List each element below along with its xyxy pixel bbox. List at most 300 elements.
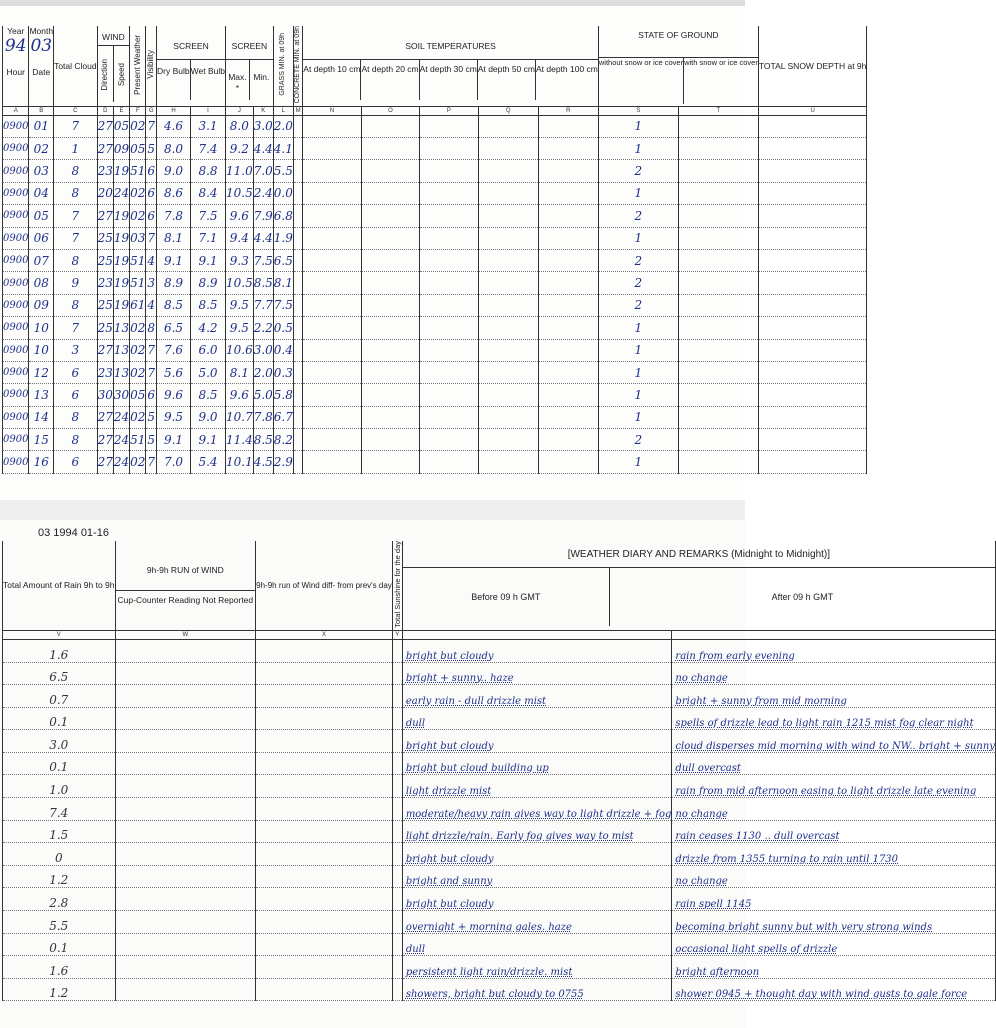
date-cell: 04 <box>29 182 54 204</box>
snow-depth-cell <box>758 294 867 316</box>
soil-10cm-cell <box>303 294 361 316</box>
soil-10cm-cell <box>303 182 361 204</box>
min-temp-cell: 2.4 <box>253 182 273 204</box>
table-row <box>3 978 996 1001</box>
min-temp-cell: 4.4 <box>253 227 273 249</box>
table-row <box>3 317 867 339</box>
wind-direction-cell: 27 <box>97 429 113 451</box>
wet-bulb-cell: 3.1 <box>191 115 226 137</box>
cup-counter-cell <box>115 820 256 843</box>
soil-100cm-header: At depth 100 cm <box>535 64 598 75</box>
cloud-cell: 3 <box>54 339 98 361</box>
snow-depth-cell <box>758 451 867 473</box>
soil-30cm-cell <box>420 272 478 294</box>
state-with-snow-cell <box>678 317 758 339</box>
remarks-before-cell: early rain - dull drizzle mist <box>402 685 672 708</box>
rain-amount-cell: 7.4 <box>3 798 116 821</box>
table-row <box>3 888 996 911</box>
diary-title: [WEATHER DIARY AND REMARKS (Midnight to Midnight)] <box>403 545 995 568</box>
wet-bulb-cell: 8.4 <box>191 182 226 204</box>
cup-counter-cell <box>115 662 256 685</box>
column-letter <box>402 630 672 639</box>
sunshine-cell <box>392 933 402 956</box>
run-diff-header: 9h-9h run of Wind diff- from prev's day <box>256 541 393 630</box>
wind-direction-cell: 27 <box>97 406 113 428</box>
state-without-snow-cell: 2 <box>598 249 678 271</box>
soil-30cm-cell <box>420 249 478 271</box>
soil-30cm-cell <box>420 429 478 451</box>
grass-min-header: GRASS MIN. at 09h <box>273 26 293 106</box>
present-weather-header: Present Weather <box>130 26 146 106</box>
cloud-cell: 8 <box>54 160 98 182</box>
cup-counter-cell <box>115 707 256 730</box>
table-row <box>3 339 867 361</box>
sunshine-header: Total Sunshine for the day <box>392 541 402 630</box>
state-without-snow-cell: 2 <box>598 160 678 182</box>
remarks-before-cell: overnight + morning gales. haze <box>402 911 672 934</box>
table-row <box>3 843 996 866</box>
soil-100cm-cell <box>538 249 598 271</box>
cup-counter-cell <box>115 933 256 956</box>
month-value: 03 <box>30 36 53 57</box>
soil-10cm-cell <box>303 205 361 227</box>
grass-min-cell: 0.5 <box>273 317 293 339</box>
sunshine-cell <box>392 685 402 708</box>
run-diff-cell <box>256 798 393 821</box>
min-temp-cell: 4.4 <box>253 138 273 160</box>
dry-bulb-cell: 6.5 <box>157 317 191 339</box>
table-row <box>3 205 867 227</box>
column-letter: G <box>146 106 157 115</box>
concrete-min-cell <box>293 227 302 249</box>
snow-depth-cell <box>758 406 867 428</box>
hour-cell: 0900 <box>3 429 29 451</box>
snow-depth-cell <box>758 227 867 249</box>
column-letter: L <box>273 106 293 115</box>
column-letter: U <box>758 106 867 115</box>
wind-direction-cell: 25 <box>97 249 113 271</box>
concrete-min-cell <box>293 182 302 204</box>
present-weather-cell: 02 <box>130 182 146 204</box>
snow-depth-cell <box>758 249 867 271</box>
column-letter: S <box>598 106 678 115</box>
rain-amount-cell: 0.1 <box>3 707 116 730</box>
month-header: Month 03 Date <box>29 26 54 106</box>
date-cell: 16 <box>29 451 54 473</box>
sunshine-cell <box>392 798 402 821</box>
remarks-after-cell: bright afternoon <box>672 956 996 979</box>
table-row <box>3 227 867 249</box>
snow-depth-cell <box>758 160 867 182</box>
cup-counter-cell <box>115 865 256 888</box>
visibility-cell: 5 <box>146 138 157 160</box>
max-temp-cell: 10.1 <box>225 451 253 473</box>
table-row <box>3 160 867 182</box>
snow-depth-cell <box>758 205 867 227</box>
snow-depth-cell <box>758 384 867 406</box>
state-with-snow-cell <box>678 249 758 271</box>
wet-bulb-cell: 7.5 <box>191 205 226 227</box>
soil-100cm-cell <box>538 294 598 316</box>
max-temp-cell: 10.5 <box>225 272 253 294</box>
wind-direction-cell: 25 <box>97 294 113 316</box>
sunshine-cell <box>392 730 402 753</box>
remarks-after-cell: occasional light spells of drizzle <box>672 933 996 956</box>
soil-10cm-cell <box>303 227 361 249</box>
sunshine-cell <box>392 775 402 798</box>
soil-30cm-header: At depth 30 cm <box>420 60 478 100</box>
remarks-after-cell: spells of drizzle lead to light rain 1215 mist fog clear night <box>672 707 996 730</box>
wind-direction-cell: 23 <box>97 272 113 294</box>
remarks-after-cell: rain from mid afternoon easing to light drizzle late evening <box>672 775 996 798</box>
dry-bulb-cell: 9.1 <box>157 249 191 271</box>
wind-direction-cell: 30 <box>97 384 113 406</box>
soil-50cm-cell <box>478 249 538 271</box>
sunshine-cell <box>392 978 402 1001</box>
table-row <box>3 662 996 685</box>
present-weather-cell: 02 <box>130 205 146 227</box>
soil-100cm-cell <box>538 384 598 406</box>
soil-10cm-cell <box>303 138 361 160</box>
cup-counter-cell <box>115 752 256 775</box>
concrete-min-cell <box>293 339 302 361</box>
present-weather-cell: 51 <box>130 429 146 451</box>
soil-50cm-cell <box>478 115 538 137</box>
table-row <box>3 798 996 821</box>
wind-speed-cell: 19 <box>113 294 129 316</box>
visibility-cell: 7 <box>146 115 157 137</box>
year-header: Year 94 Hour <box>3 26 29 106</box>
soil-30cm-cell <box>420 361 478 383</box>
soil-50cm-cell <box>478 227 538 249</box>
cup-counter-cell <box>115 843 256 866</box>
present-weather-cell: 02 <box>130 115 146 137</box>
min-temp-cell: 3.0 <box>253 339 273 361</box>
wind-direction-cell: 27 <box>97 205 113 227</box>
remarks-after-cell: dull overcast <box>672 752 996 775</box>
soil-10cm-cell <box>303 361 361 383</box>
min-temp-cell: 8.5 <box>253 429 273 451</box>
soil-50cm-cell <box>478 160 538 182</box>
sunshine-cell <box>392 707 402 730</box>
state-without-snow-cell: 1 <box>598 317 678 339</box>
state-without-snow-cell: 1 <box>598 227 678 249</box>
soil-10cm-header: At depth 10 cm <box>303 60 361 100</box>
remarks-before-cell: bright and sunny <box>402 865 672 888</box>
wind-speed-cell: 05 <box>113 115 129 137</box>
concrete-min-cell <box>293 249 302 271</box>
grass-min-cell: 4.1 <box>273 138 293 160</box>
visibility-cell: 3 <box>146 272 157 294</box>
run-diff-cell <box>256 662 393 685</box>
column-letter: N <box>303 106 361 115</box>
visibility-cell: 6 <box>146 160 157 182</box>
cloud-cell: 6 <box>54 361 98 383</box>
visibility-cell: 7 <box>146 361 157 383</box>
max-temp-cell: 9.5 <box>225 317 253 339</box>
concrete-min-cell <box>293 160 302 182</box>
max-header: Max. * <box>226 60 250 100</box>
dry-bulb-cell: 8.5 <box>157 294 191 316</box>
soil-10cm-cell <box>303 249 361 271</box>
remarks-before-cell: light drizzle mist <box>402 775 672 798</box>
dry-bulb-cell: 9.1 <box>157 429 191 451</box>
state-with-snow-cell <box>678 182 758 204</box>
soil-30cm-cell <box>420 406 478 428</box>
wind-speed-cell: 24 <box>113 451 129 473</box>
cloud-cell: 6 <box>54 384 98 406</box>
soil-20cm-cell <box>361 182 419 204</box>
wet-bulb-cell: 5.4 <box>191 451 226 473</box>
run-diff-cell <box>256 933 393 956</box>
soil-10cm-cell <box>303 160 361 182</box>
remarks-after-cell: becoming bright sunny but with very strong winds <box>672 911 996 934</box>
dry-bulb-cell: 8.9 <box>157 272 191 294</box>
soil-50cm-cell <box>478 294 538 316</box>
cloud-cell: 8 <box>54 182 98 204</box>
wet-bulb-cell: 9.1 <box>191 249 226 271</box>
remarks-before-cell: dull <box>402 933 672 956</box>
grass-min-cell: 1.9 <box>273 227 293 249</box>
table-row <box>3 249 867 271</box>
cloud-cell: 7 <box>54 317 98 339</box>
rain-amount-cell: 2.8 <box>3 888 116 911</box>
grass-min-cell: 2.0 <box>273 115 293 137</box>
soil-30cm-cell <box>420 451 478 473</box>
concrete-min-cell <box>293 115 302 137</box>
max-temp-cell: 9.4 <box>225 227 253 249</box>
wind-speed-cell: 19 <box>113 160 129 182</box>
wind-speed-cell: 13 <box>113 361 129 383</box>
rain-amount-cell: 6.5 <box>3 662 116 685</box>
state-without-snow-cell: 2 <box>598 294 678 316</box>
cup-counter-header: Cup-Counter Reading Not Reported <box>117 594 254 605</box>
remarks-after-cell: cloud disperses mid morning with wind to NW.. bright + sunny <box>672 730 996 753</box>
wind-header: WIND Direction Speed <box>97 26 130 106</box>
soil-30cm-cell <box>420 227 478 249</box>
max-temp-cell: 10.5 <box>225 182 253 204</box>
climate-register-top-sheet <box>0 0 867 506</box>
column-letter: X <box>256 630 393 639</box>
soil-50cm-cell <box>478 138 538 160</box>
total-rain-header: Total Amount of Rain 9h to 9h <box>3 541 116 630</box>
snow-depth-cell <box>758 339 867 361</box>
wind-speed-cell: 19 <box>113 205 129 227</box>
table-row <box>3 707 996 730</box>
wind-direction-cell: 25 <box>97 227 113 249</box>
remarks-before-cell: bright but cloudy <box>402 730 672 753</box>
run-diff-cell <box>256 820 393 843</box>
visibility-cell: 6 <box>146 182 157 204</box>
max-temp-cell: 10.6 <box>225 339 253 361</box>
cup-counter-cell <box>115 798 256 821</box>
rain-amount-cell: 1.0 <box>3 775 116 798</box>
state-without-snow-cell: 2 <box>598 205 678 227</box>
wind-direction-cell: 23 <box>97 361 113 383</box>
wind-direction-cell: 27 <box>97 138 113 160</box>
cloud-cell: 7 <box>54 205 98 227</box>
screen-maxmin-header: SCREEN Max. * Min. <box>225 26 273 106</box>
sunshine-cell <box>392 820 402 843</box>
max-temp-cell: 9.6 <box>225 384 253 406</box>
column-letter: V <box>3 630 116 639</box>
soil-20cm-cell <box>361 294 419 316</box>
rain-amount-cell: 1.5 <box>3 820 116 843</box>
date-cell: 13 <box>29 384 54 406</box>
cloud-cell: 7 <box>54 115 98 137</box>
date-cell: 15 <box>29 429 54 451</box>
table-row <box>3 730 996 753</box>
run-of-wind-header: 9h-9h RUN of WIND Cup-Counter Reading Not Reported <box>115 541 256 630</box>
soil-20cm-cell <box>361 249 419 271</box>
date-cell: 10 <box>29 339 54 361</box>
wet-bulb-cell: 6.0 <box>191 339 226 361</box>
column-letter: J <box>225 106 253 115</box>
soil-50cm-cell <box>478 205 538 227</box>
weather-diary-table <box>2 541 996 1001</box>
remarks-after-cell: drizzle from 1355 turning to rain until 1730 <box>672 843 996 866</box>
run-diff-cell <box>256 730 393 753</box>
cup-counter-cell <box>115 888 256 911</box>
max-temp-cell: 11.0 <box>225 160 253 182</box>
total-snow-depth-header: TOTAL SNOW DEPTH at 9h <box>758 26 867 106</box>
rain-amount-cell: 5.5 <box>3 911 116 934</box>
snow-depth-cell <box>758 138 867 160</box>
min-temp-cell: 3.0 <box>253 115 273 137</box>
hour-cell: 0900 <box>3 160 29 182</box>
concrete-min-cell <box>293 384 302 406</box>
cloud-cell: 1 <box>54 138 98 160</box>
state-without-snow-cell: 1 <box>598 182 678 204</box>
soil-30cm-cell <box>420 205 478 227</box>
state-with-snow-cell <box>678 339 758 361</box>
before-09h-header: Before 09 h GMT <box>403 568 610 626</box>
state-with-snow-cell <box>678 160 758 182</box>
soil-10cm-cell <box>303 451 361 473</box>
remarks-before-cell: bright but cloudy <box>402 888 672 911</box>
hour-cell: 0900 <box>3 272 29 294</box>
soil-50cm-cell <box>478 361 538 383</box>
soil-50cm-cell <box>478 339 538 361</box>
soil-100cm-cell <box>538 115 598 137</box>
remarks-after-cell: bright + sunny from mid morning <box>672 685 996 708</box>
wind-direction-cell: 27 <box>97 451 113 473</box>
state-with-snow-cell <box>678 361 758 383</box>
dry-bulb-header: Dry Bulb <box>157 60 191 100</box>
concrete-min-cell <box>293 317 302 339</box>
wet-bulb-cell: 7.1 <box>191 227 226 249</box>
remarks-before-cell: moderate/heavy rain gives way to light drizzle + fog <box>402 798 672 821</box>
table-row <box>3 115 867 137</box>
soil-50cm-cell <box>478 384 538 406</box>
wind-direction-cell: 23 <box>97 160 113 182</box>
soil-100cm-cell <box>538 227 598 249</box>
min-temp-cell: 7.0 <box>253 160 273 182</box>
present-weather-cell: 51 <box>130 249 146 271</box>
column-letter: P <box>420 106 478 115</box>
remarks-before-cell: bright but cloud building up <box>402 752 672 775</box>
sunshine-cell <box>392 888 402 911</box>
sunshine-cell <box>392 843 402 866</box>
cloud-cell: 9 <box>54 272 98 294</box>
min-temp-cell: 7.9 <box>253 205 273 227</box>
table-row <box>3 429 867 451</box>
state-without-snow-cell: 1 <box>598 384 678 406</box>
soil-100cm-cell <box>538 406 598 428</box>
concrete-min-cell <box>293 361 302 383</box>
remarks-before-cell: light drizzle/rain. Early fog gives way to mist <box>402 820 672 843</box>
snow-depth-cell <box>758 317 867 339</box>
max-temp-cell: 9.3 <box>225 249 253 271</box>
soil-20cm-cell <box>361 406 419 428</box>
wind-speed-cell: 24 <box>113 429 129 451</box>
rain-amount-cell: 1.2 <box>3 978 116 1001</box>
run-diff-cell <box>256 843 393 866</box>
remarks-before-cell: dull <box>402 707 672 730</box>
concrete-min-cell <box>293 294 302 316</box>
wind-direction-cell: 25 <box>97 317 113 339</box>
sunshine-cell <box>392 911 402 934</box>
sunshine-cell <box>392 956 402 979</box>
cup-counter-cell <box>115 956 256 979</box>
visibility-cell: 5 <box>146 406 157 428</box>
present-weather-cell: 02 <box>130 361 146 383</box>
soil-100cm-cell <box>538 160 598 182</box>
column-letter <box>672 630 996 639</box>
grass-min-cell: 5.5 <box>273 160 293 182</box>
wind-speed-cell: 30 <box>113 384 129 406</box>
dry-bulb-cell: 4.6 <box>157 115 191 137</box>
state-with-snow-cell <box>678 294 758 316</box>
wet-bulb-cell: 4.2 <box>191 317 226 339</box>
run-diff-cell <box>256 752 393 775</box>
table-row <box>3 775 996 798</box>
concrete-min-cell <box>293 205 302 227</box>
date-cell: 01 <box>29 115 54 137</box>
cloud-cell: 8 <box>54 294 98 316</box>
sunshine-cell <box>392 662 402 685</box>
soil-20cm-cell <box>361 272 419 294</box>
grass-min-cell: 0.0 <box>273 182 293 204</box>
soil-10cm-cell <box>303 115 361 137</box>
with-snow-header: with snow or ice cover <box>684 58 758 68</box>
hour-cell: 0900 <box>3 406 29 428</box>
table-row <box>3 182 867 204</box>
column-letter: I <box>191 106 226 115</box>
column-letter: B <box>29 106 54 115</box>
soil-10cm-cell <box>303 272 361 294</box>
wet-bulb-cell: 9.0 <box>191 406 226 428</box>
concrete-min-cell <box>293 406 302 428</box>
max-temp-cell: 9.2 <box>225 138 253 160</box>
min-temp-cell: 2.2 <box>253 317 273 339</box>
visibility-cell: 6 <box>146 384 157 406</box>
soil-100cm-cell <box>538 138 598 160</box>
hour-cell: 0900 <box>3 205 29 227</box>
hour-cell: 0900 <box>3 182 29 204</box>
remarks-after-cell: rain from early evening <box>672 639 996 662</box>
soil-50cm-cell <box>478 451 538 473</box>
table-row <box>3 384 867 406</box>
column-letter: D <box>97 106 113 115</box>
date-range-label: 03 1994 01-16 <box>38 527 109 539</box>
dry-bulb-cell: 8.6 <box>157 182 191 204</box>
dry-bulb-cell: 7.0 <box>157 451 191 473</box>
date-cell: 06 <box>29 227 54 249</box>
snow-depth-cell <box>758 115 867 137</box>
dry-bulb-cell: 9.0 <box>157 160 191 182</box>
soil-20cm-cell <box>361 205 419 227</box>
